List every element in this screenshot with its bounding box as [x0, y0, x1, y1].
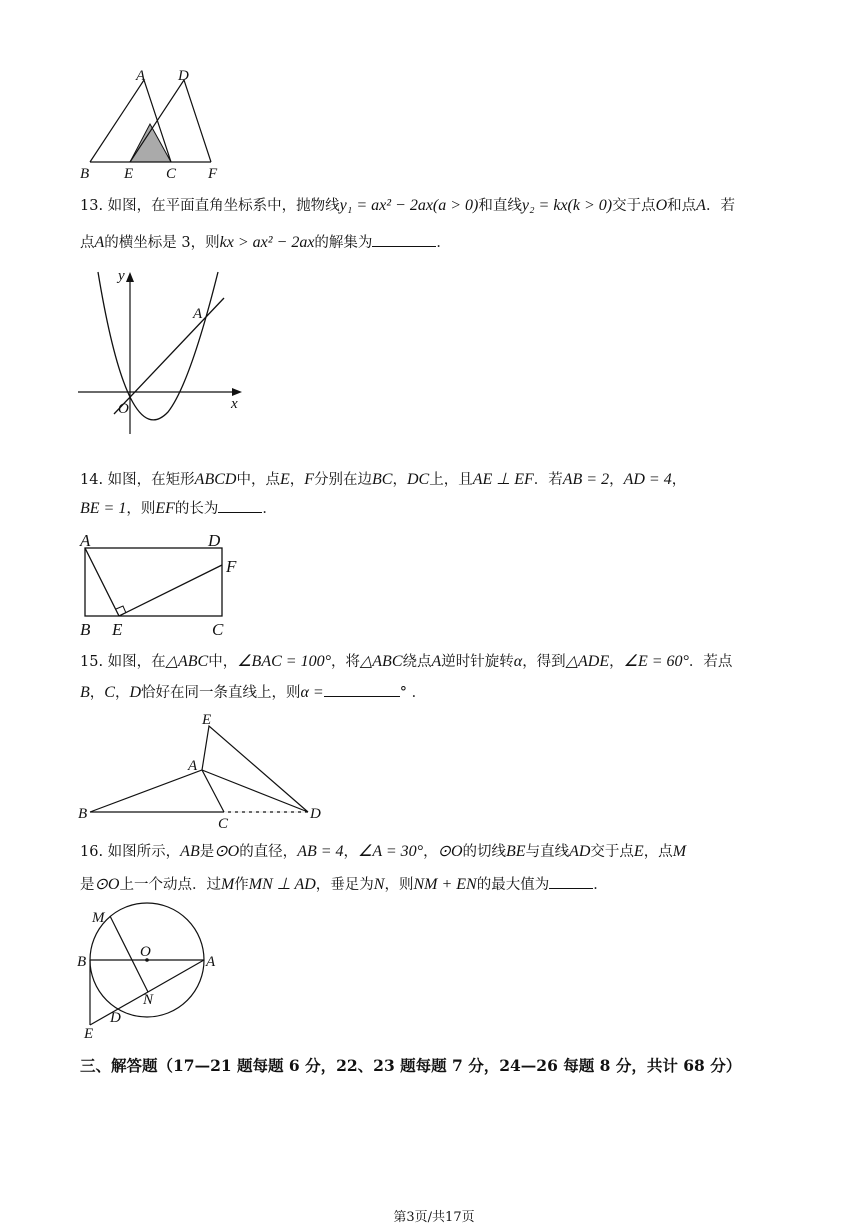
label-A: A [193, 306, 203, 322]
q16-point-m: M [220, 876, 235, 893]
q14-rect: ABCD [194, 471, 237, 488]
label-B: B [78, 806, 88, 822]
q16-text: 与直线 [525, 844, 570, 860]
q15-text: ， [114, 685, 130, 701]
q16-answer-blank [549, 874, 593, 889]
q16-text: 如图所示， [107, 844, 181, 860]
q16-angle-a: ∠A = 30° [358, 843, 424, 860]
q15-alpha-eq: α = [300, 684, 324, 701]
parabola-curve [98, 272, 218, 420]
q14-text: ． [262, 501, 277, 517]
q16-text: ， [423, 844, 438, 860]
q15-text: ， [89, 685, 105, 701]
label-F: F [226, 557, 237, 576]
section-3-heading: 三、解答题（17—21 题每题 6 分，22、23 题每题 7 分，24—26 每题 8 分，共计 68 分） [80, 1056, 742, 1075]
q16-sum: NM + EN [413, 876, 477, 893]
q14-ab: AB = 2 [562, 471, 610, 488]
q14-text: 的长为 [174, 501, 219, 517]
figure-q14-rectangle [78, 528, 248, 642]
label-M: M [92, 910, 105, 926]
q14-text: 如图，在矩形 [107, 472, 195, 488]
label-B: B [80, 166, 90, 182]
label-E: E [124, 166, 134, 182]
q13-text: 交于点 [612, 198, 656, 214]
q14-be: BE = 1 [80, 500, 127, 517]
label-D: D [110, 1010, 121, 1026]
q15-text: ， [609, 654, 624, 670]
q13-text: 点 [80, 235, 95, 251]
q15-text: ，得到 [522, 654, 566, 670]
q13-text: 和直线 [478, 198, 522, 214]
q15-text: 恰好在同一条直线上，则 [141, 685, 301, 701]
q14-text: ，则 [126, 501, 156, 517]
q13-inequality: kx > ax² − 2ax [219, 234, 315, 251]
q16-text: 的直径， [239, 844, 298, 860]
q15-alpha: α [513, 653, 523, 670]
q13-text: 的解集为 [314, 235, 373, 251]
q16-text: ，则 [384, 877, 414, 893]
q13-line-1 [80, 196, 735, 216]
label-x: x [231, 396, 238, 412]
q15-tri-abc: △ABC [359, 653, 403, 670]
q13-number: 13. [80, 198, 104, 214]
q13-text: ． [436, 235, 451, 251]
q15-angle-bac: ∠BAC = 100° [237, 653, 331, 670]
q13-point-o: O [655, 197, 668, 214]
q16-text: ，垂足为 [315, 877, 374, 893]
q15-number: 15. [80, 654, 104, 670]
q14-answer-blank [218, 498, 262, 513]
q15-point-b: B [80, 684, 90, 701]
label-O: O [118, 401, 129, 417]
x-axis-arrow [232, 388, 242, 396]
segment-ef [119, 565, 222, 616]
label-C: C [218, 816, 229, 832]
q14-text: 分别在边 [314, 472, 373, 488]
page-footer: 第3页/共17页 [393, 1210, 475, 1225]
q15-text: 绕点 [402, 654, 432, 670]
triangle-abc [90, 770, 224, 812]
q16-circle-o: ⊙O [94, 876, 120, 893]
q16-text: ， [343, 844, 359, 860]
label-C: C [166, 166, 177, 182]
q14-point-e: E [279, 471, 290, 488]
label-E: E [202, 712, 212, 728]
figure-q15-rotation [76, 710, 336, 830]
q16-text: 交于点 [590, 844, 634, 860]
q14-text: ， [671, 472, 687, 488]
q16-text: ，点 [643, 844, 673, 860]
q14-text: ， [609, 472, 624, 488]
q15-line-1 [80, 652, 732, 672]
q16-text: ． [593, 877, 608, 893]
q13-point-a: A [94, 234, 105, 251]
q16-text: 的切线 [462, 844, 507, 860]
q16-line-2 [80, 874, 608, 895]
q14-text: ．若 [533, 472, 563, 488]
q14-side-dc: DC [406, 471, 430, 488]
q14-line-2 [80, 498, 277, 519]
label-N: N [143, 992, 154, 1008]
q15-text: 逆时针旋转 [441, 654, 514, 670]
q15-tri-abc: △ABC [165, 653, 209, 670]
label-y: y [118, 268, 125, 284]
q14-perp: AE ⊥ EF [472, 471, 534, 488]
q15-text: ．若点 [688, 654, 733, 670]
q13-answer-blank [372, 232, 436, 247]
q13-text: ．若 [705, 198, 735, 214]
q13-parabola: y₁ = ax² − 2ax(a > 0) [339, 197, 479, 214]
q15-point-d: D [129, 684, 142, 701]
q16-text: 上一个动点．过 [119, 877, 221, 893]
q13-point-a: A [696, 197, 706, 214]
q15-point-c: C [104, 684, 115, 701]
q13-text: 如图，在平面直角坐标系中，抛物线 [107, 198, 340, 214]
label-C: C [212, 620, 224, 639]
q16-be: BE [506, 843, 526, 860]
q16-point-n: N [373, 876, 385, 893]
label-A: A [80, 531, 91, 550]
q15-text: ° ． [399, 685, 427, 701]
q16-point-m: M [672, 843, 687, 860]
q15-tri-ade: △ADE [565, 653, 610, 670]
q16-line-1 [80, 842, 686, 862]
segment-ae [85, 548, 119, 616]
label-D: D [310, 806, 321, 822]
q14-text: 上，且 [429, 472, 473, 488]
q13-line-2 [80, 232, 451, 253]
q16-ab: AB [180, 843, 200, 860]
q15-text: ，将 [330, 654, 360, 670]
label-D: D [208, 531, 221, 550]
label-D: D [178, 68, 189, 84]
label-E: E [112, 620, 123, 639]
label-O: O [140, 944, 151, 960]
label-F: F [208, 166, 218, 182]
label-E: E [84, 1026, 94, 1042]
q14-text: ， [392, 472, 407, 488]
q14-ef: EF [155, 500, 175, 517]
label-A: A [136, 68, 146, 84]
q16-number: 16. [80, 844, 104, 860]
figure-q16-circle [76, 906, 226, 1042]
q16-text: 是 [199, 844, 215, 860]
label-B: B [80, 620, 91, 639]
label-B: B [77, 954, 87, 970]
q14-line-1 [80, 470, 686, 490]
y-axis-arrow [126, 272, 134, 282]
q15-text: 如图，在 [107, 654, 166, 670]
q13-text: 的横坐标是 3，则 [104, 235, 220, 251]
q16-ad: AD [569, 843, 591, 860]
q14-point-f: F [304, 471, 315, 488]
q14-ad: AD = 4 [623, 471, 672, 488]
q16-text: 作 [234, 877, 249, 893]
figure-q12-triangles [80, 62, 230, 182]
rectangle-abcd [85, 548, 222, 616]
q15-point-a: A [431, 653, 442, 670]
q14-number: 14. [80, 472, 104, 488]
q14-text: 中，点 [236, 472, 280, 488]
q14-text: ， [289, 472, 305, 488]
q16-perp: MN ⊥ AD [248, 876, 316, 893]
q16-point-e: E [633, 843, 644, 860]
label-A: A [206, 954, 216, 970]
q15-answer-blank [324, 682, 400, 697]
q14-side-bc: BC [372, 471, 393, 488]
q16-text: 是 [80, 877, 95, 893]
q15-line-2 [80, 682, 426, 703]
label-A: A [188, 758, 198, 774]
q13-text: 和点 [667, 198, 697, 214]
q16-text: 的最大值为 [476, 877, 550, 893]
q13-line-eq: y₂ = kx(k > 0) [521, 197, 613, 214]
q15-text: 中， [208, 654, 238, 670]
q16-circle-o: ⊙O [437, 843, 463, 860]
q16-ab-length: AB = 4 [297, 843, 344, 860]
figure-q13-graph [78, 266, 248, 436]
q16-circle-o: ⊙O [214, 843, 240, 860]
q15-angle-e: ∠E = 60° [623, 653, 689, 670]
